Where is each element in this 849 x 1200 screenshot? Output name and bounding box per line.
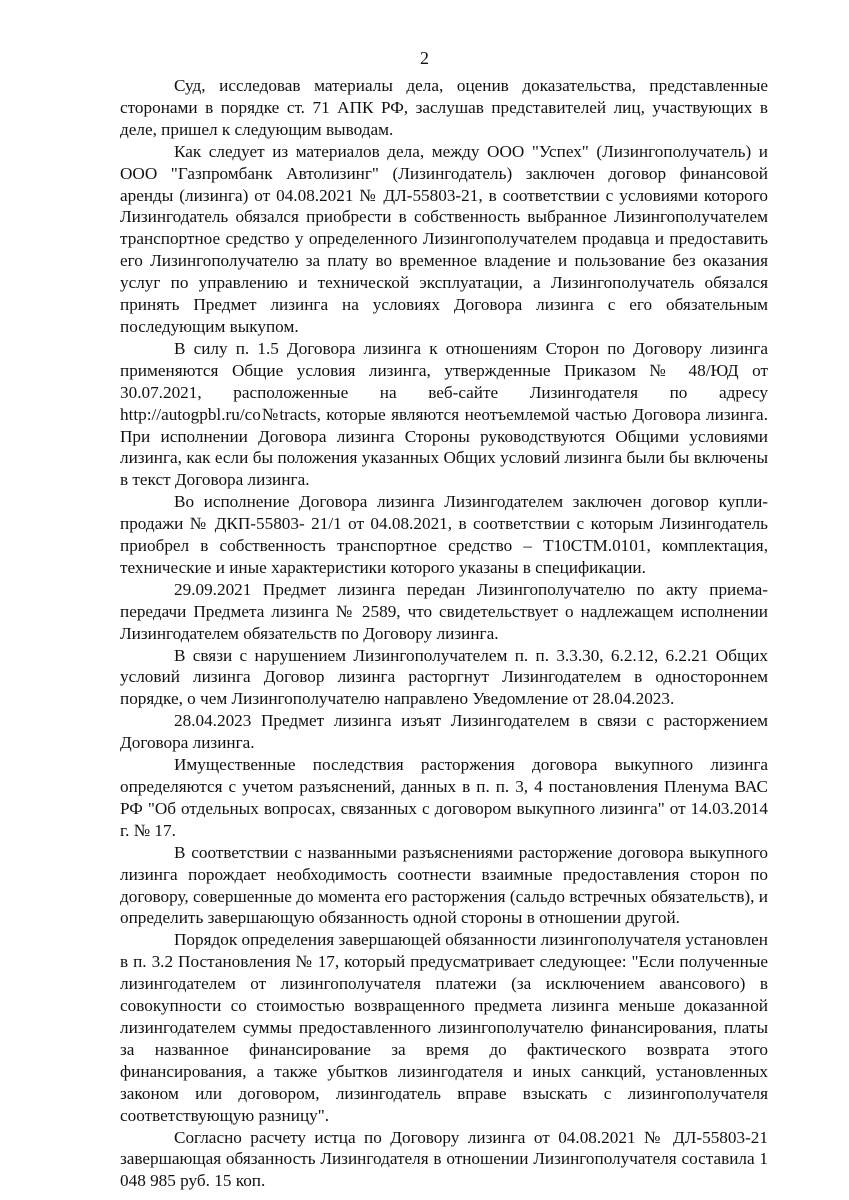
paragraph-claimant-calculation: Согласно расчету истца по Договору лизинга от 04.08.2021 № ДЛ-55803-21 завершающая обязанность Лизингодателя в отношении Лизингополучателя составила 1 048 985 руб. 15 коп. bbox=[120, 1127, 768, 1191]
paragraph-transfer-act: 29.09.2021 Предмет лизинга передан Лизингополучателю по акту приема-передачи Предмета лизинга № 2589, что свидетельствует о надлежащем исполнении Лизингодателем обязательств по Договору лизинга. bbox=[120, 579, 768, 643]
paragraph-seizure: 28.04.2023 Предмет лизинга изъят Лизингодателем в связи с расторжением Договора лизинга. bbox=[120, 711, 768, 753]
paragraph-termination: В связи с нарушением Лизингополучателем п. п. 3.3.30, 6.2.12, 6.2.21 Общих условий лизинга Договор лизинга расторгнут Лизингодателем в одностороннем порядке, о чем Лизингополучателю направлено Уведомление от 28.04.2023. bbox=[120, 645, 768, 709]
paragraph-mutual-obligations: В соответствии с названными разъяснениями расторжение договора выкупного лизинга порождает необходимость соотнести взаимные предоставления сторон по договору, совершенные до момента его расторжения (сальдо встречных обязательств), и определить завершающую обязанность одной стороны в отношении другой. bbox=[120, 842, 768, 928]
paragraph-general-conditions: В силу п. 1.5 Договора лизинга к отношениям Сторон по Договору лизинга применяются Общие условия лизинга, утвержденные Приказом № 48/ЮД от 30.07.2021, расположенные на веб-сайте Лизингодателя по адресу http://autogpbl.ru/co№tracts, которые являются неотъемлемой частью Договора лизинга. При исполнении Договора лизинга Стороны руководствуются Общими условиями лизинга, как если бы положения указанных Общих условий лизинга были бы включены в текст Договора лизинга. bbox=[120, 338, 768, 490]
document-body bbox=[120, 75, 768, 1192]
page-number: 2 bbox=[420, 48, 429, 68]
paragraph-purchase-agreement: Во исполнение Договора лизинга Лизингодателем заключен договор купли-продажи № ДКП-55803- 21/1 от 04.08.2021, в соответствии с которым Лизингодатель приобрел в собственность транспортное средство – Т10СТМ.0101, комплектация, технические и иные характеристики которого указаны в спецификации. bbox=[120, 492, 768, 577]
paragraph-lease-agreement: Как следует из материалов дела, между ООО "Успех" (Лизингополучатель) и ООО "Газпромбанк Автолизинг" (Лизингодатель) заключен договор финансовой аренды (лизинга) от 04.08.2021 № ДЛ-55803-21, в соответствии с условиями которого Лизингодатель обязался приобрести в собственность выбранное Лизингополучателем транспортное средство у определенного Лизингополучателем продавца и предоставить его Лизингополучателю за плату во временное владение и пользование без оказания услуг по управлению и технической эксплуатации, а Лизингополучатель обязался принять Предмет лизинга на условиях Договора лизинга с его обязательным последующим выкупом. bbox=[120, 141, 768, 336]
paragraph-plenum-resolution: Имущественные последствия расторжения договора выкупного лизинга определяются с учетом разъяснений, данных в п. п. 3, 4 постановления Пленума ВАС РФ "Об отдельных вопросах, связанных с договором выкупного лизинга" от 14.03.2014 г. № 17. bbox=[120, 755, 768, 840]
paragraph-final-obligation-procedure: Порядок определения завершающей обязанности лизингополучателя установлен в п. 3.2 Постановления № 17, который предусматривает следующее: "Если полученные лизингодателем от лизингополучателя платежи (за исключением авансового) в совокупности со стоимостью возвращенного предмета лизинга меньше доказанной лизингодателем суммы предоставленного лизингополучателю финансирования, платы за названное финансирование за время до фактического возврата этого финансирования, а также убытков лизингодателя и иных санкций, установленных законом или договором, лизингодатель вправе взыскать с лизингополучателя соответствующую разницу". bbox=[120, 930, 768, 1125]
paragraph-court-findings-intro: Суд, исследовав материалы дела, оценив доказательства, представленные сторонами в порядке ст. 71 АПК РФ, заслушав представителей лиц, участвующих в деле, пришел к следующим выводам. bbox=[120, 76, 768, 139]
